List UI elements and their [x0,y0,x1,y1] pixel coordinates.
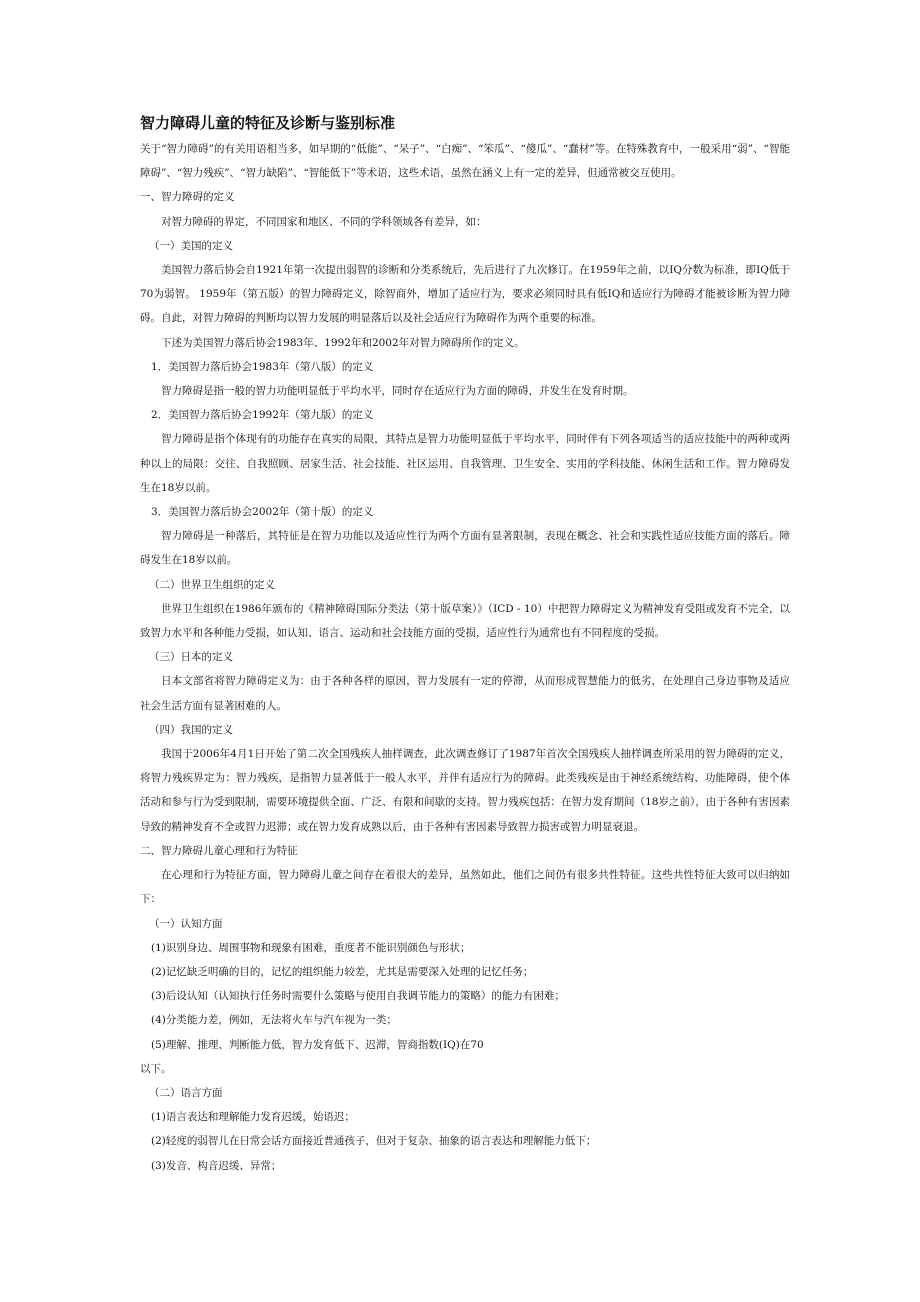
subsection-heading: （四）我国的定义 [149,723,233,736]
paragraph: 美国智力落后协会自1921年第一次提出弱智的诊断和分类系统后，先后进行了九次修订。在1959年之前，以IQ分数为标准，即IQ低于70为弱智。 1959年（第五版）的智力障碍定义，除智商外，增加了适应行为，要求必须同时具有低IQ和适应行为障碍才能被诊断为智力障碍。自此，对智力障碍的判断均以智力发展的明显落后以及社会适应行为障碍作为两个重要的标准。 [140,264,790,325]
paragraph: 下述为美国智力落后协会1983年、1992年和2002年对智力障碍所作的定义。 [161,336,525,349]
paragraph: 我国于2006年4月1日开始了第二次全国残疾人抽样调查，此次调查修订了1987年首次全国残疾人抽样调查所采用的智力障碍的定义，将智力残疾界定为：智力残疾，是指智力显著低于一般人水平，并伴有适应行为的障碍。此类残疾是由于神经系统结构、功能障碍，使个体活动和参与行为受到限制，需要环境提供全面、广泛、有限和间歇的支持。智力残疾包括：在智力发育期间（18岁之前），由于各种有害因素导致的精神发育不全或智力迟滞；或在智力发育成熟以后，由于各种有害因素导致智力损害或智力明显衰退。 [140,748,790,833]
numbered-heading: 1．美国智力落后协会1983年（第八版）的定义 [151,360,374,373]
list-item: (3)发音、构音迟缓、异常； [151,1159,282,1172]
list-item-continuation: 以下。 [140,1062,172,1075]
list-item: (5)理解、推理、判断能力低，智力发育低下、迟滞，智商指数(IQ)在70 [151,1038,484,1051]
paragraph: 智力障碍是指一般的智力功能明显低于平均水平，同时存在适应行为方面的障碍，并发生在发育时期。 [161,385,634,398]
subsection-heading: （二）语言方面 [149,1086,223,1099]
paragraph: 智力障碍是一种落后，其特征是在智力功能以及适应性行为两个方面有显著限制，表现在概念、社会和实践性适应技能方面的落后。障碍发生在18岁以前。 [140,530,790,567]
document-body [140,137,790,1178]
paragraph: 日本文部省将智力障碍定义为：由于各种各样的原因，智力发展有一定的停滞，从而形成智慧能力的低劣，在处理自己身边事物及适应社会生活方面有显著困难的人。 [140,675,790,712]
section-heading: 一、智力障碍的定义 [140,191,235,204]
list-item: (2)轻度的弱智儿在日常会话方面接近普通孩子，但对于复杂、抽象的语言表达和理解能力低下； [151,1135,597,1148]
numbered-heading: 2．美国智力落后协会1992年（第九版）的定义 [151,409,374,422]
document-title: 智力障碍儿童的特征及诊断与鉴别标准 [140,114,396,132]
list-item: (1)语言表达和理解能力发育迟缓，始语迟； [151,1111,355,1124]
list-item: (1)识别身边、周围事物和现象有困难，重度者不能识别颜色与形状； [151,941,471,954]
list-item: (4)分类能力差，例如，无法将火车与汽车视为一类； [151,1014,397,1027]
list-item: (3)后设认知（认知执行任务时需要什么策略与使用自我调节能力的策略）的能力有困难； [151,990,565,1003]
subsection-heading: （三）日本的定义 [149,651,233,664]
paragraph: 智力障碍是指个体现有的功能存在真实的局限，其特点是智力功能明显低于平均水平，同时伴有下列各项适当的适应技能中的两种或两种以上的局限：交往、自我照顾、居家生活、社会技能、社区运用、自我管理、卫生安全、实用的学科技能、休闲生活和工作。智力障碍发生在18岁以前。 [140,433,790,494]
numbered-heading: 3．美国智力落后协会2002年（第十版）的定义 [151,506,374,519]
subsection-heading: （二）世界卫生组织的定义 [149,578,275,591]
intro-paragraph: 关于“智力障碍”的有关用语相当多，如早期的“低能”、“呆子”、“白痴”、“笨瓜”、“傻瓜”、“蠢材”等。在特殊教育中，一般采用“弱”、“智能障碍”、“智力残疾”、“智力缺陷”、“智能低下”等术语，这些术语，虽然在涵义上有一定的差异，但通常被交互使用。 [140,143,790,180]
paragraph: 对智力障碍的界定，不同国家和地区、不同的学科领域各有差异，如： [161,215,487,228]
subsection-heading: （一）美国的定义 [149,239,233,252]
paragraph: 在心理和行为特征方面，智力障碍儿童之间存在着很大的差异，虽然如此，他们之间仍有很多共性特征。这些共性特征大致可以归纳如下： [140,869,790,906]
list-item: (2)记忆缺乏明确的目的，记忆的组织能力较差，尤其是需要深入处理的记忆任务； [151,965,534,978]
subsection-heading: （一）认知方面 [149,917,223,930]
section-heading: 二、智力障碍儿童心理和行为特征 [140,844,298,857]
paragraph: 世界卫生组织在1986年颁布的《精神障碍国际分类法（第十版草案）》（ICD - 10）中把智力障碍定义为精神发育受阻或发育不完全，以致智力水平和各种能力受损，如认知、语言、运动和社会技能方面的受损，适应性行为通常也有不同程度的受损。 [140,602,790,640]
